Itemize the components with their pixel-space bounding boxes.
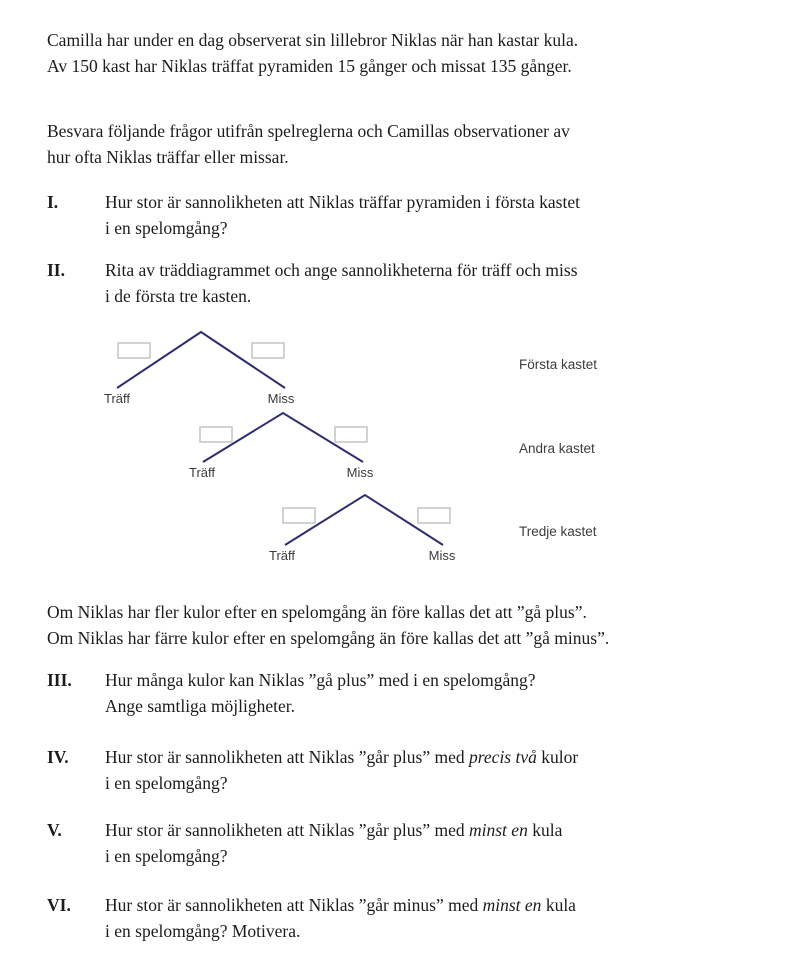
question-II-text: [105, 257, 578, 309]
probability-box-level-2-left: [200, 427, 232, 442]
tree-level-label-2: Andra kastet: [519, 441, 595, 456]
probability-box-level-1-left: [118, 343, 150, 358]
question-VI: [47, 892, 576, 944]
question-III-line-2: Ange samtliga möjligheter.: [105, 696, 296, 716]
question-III-numeral: III.: [47, 670, 72, 690]
tree-level-label-3: Tredje kastet: [519, 524, 597, 539]
rules-line-2: Om Niklas har färre kulor efter en spelomgång än före kallas det att ”gå minus”.: [47, 628, 610, 648]
tree-node-label-traff-3: Träff: [268, 548, 296, 563]
question-V-line-2: i en spelomgång?: [105, 846, 228, 866]
question-IV-line-2: i en spelomgång?: [105, 773, 228, 793]
instructions-line-2: hur ofta Niklas träffar eller missar.: [47, 147, 289, 167]
question-I-numeral: I.: [47, 192, 59, 212]
question-I-line-1: Hur stor är sannolikheten att Niklas träffar pyramiden i första kastet: [105, 192, 580, 212]
tree-node-label-miss-3: Miss: [428, 548, 456, 563]
probability-box-level-3-left: [283, 508, 315, 523]
tree-node-label-miss-1: Miss: [267, 391, 295, 406]
intro-paragraph: [47, 27, 578, 79]
tree-level-label-1: Första kastet: [519, 357, 598, 372]
probability-box-level-1-right: [252, 343, 284, 358]
tree-branch-line-level-1: [117, 332, 285, 388]
question-VI-numeral: VI.: [47, 895, 71, 915]
question-IV: [47, 744, 578, 796]
question-V-text: [105, 817, 562, 869]
tree-node-label-traff-1: Träff: [103, 391, 131, 406]
question-I: [47, 189, 580, 241]
question-II-numeral: II.: [47, 260, 65, 280]
question-IV-text: [105, 744, 578, 796]
question-VI-line-1: Hur stor är sannolikheten att Niklas ”går minus” med minst en kula: [105, 895, 576, 915]
question-V-line-1: Hur stor är sannolikheten att Niklas ”går plus” med minst en kula: [105, 820, 563, 840]
question-V: [47, 817, 562, 869]
rules-paragraph: [47, 599, 609, 651]
question-II-line-1: Rita av träddiagrammet och ange sannolikheterna för träff och miss: [105, 260, 578, 280]
question-II: [47, 257, 578, 309]
intro-line-1: Camilla har under en dag observerat sin lillebror Niklas när han kastar kula.: [47, 30, 579, 50]
intro-line-2: Av 150 kast har Niklas träffat pyramiden 15 gånger och missat 135 gånger.: [47, 56, 572, 76]
question-I-text: [105, 189, 580, 241]
question-I-line-2: i en spelomgång?: [105, 218, 228, 238]
question-III-line-1: Hur många kulor kan Niklas ”gå plus” med i en spelomgång?: [105, 670, 536, 690]
tree-diagram: [0, 325, 800, 575]
question-IV-numeral: IV.: [47, 747, 69, 767]
rules-line-1: Om Niklas har fler kulor efter en spelomgång än före kallas det att ”gå plus”.: [47, 602, 587, 622]
question-VI-line-2: i en spelomgång? Motivera.: [105, 921, 301, 941]
instructions-paragraph: [47, 118, 570, 170]
probability-box-level-2-right: [335, 427, 367, 442]
question-III: [47, 667, 536, 719]
question-IV-line-1: Hur stor är sannolikheten att Niklas ”går plus” med precis två kulor: [105, 747, 579, 767]
question-VI-text: [105, 892, 576, 944]
tree-node-label-traff-2: Träff: [188, 465, 216, 480]
question-II-line-2: i de första tre kasten.: [105, 286, 252, 306]
instructions-line-1: Besvara följande frågor utifrån spelreglerna och Camillas observationer av: [47, 121, 570, 141]
tree-svg: [0, 325, 800, 575]
question-V-numeral: V.: [47, 820, 62, 840]
question-III-text: [105, 667, 536, 719]
probability-box-level-3-right: [418, 508, 450, 523]
tree-node-label-miss-2: Miss: [346, 465, 374, 480]
